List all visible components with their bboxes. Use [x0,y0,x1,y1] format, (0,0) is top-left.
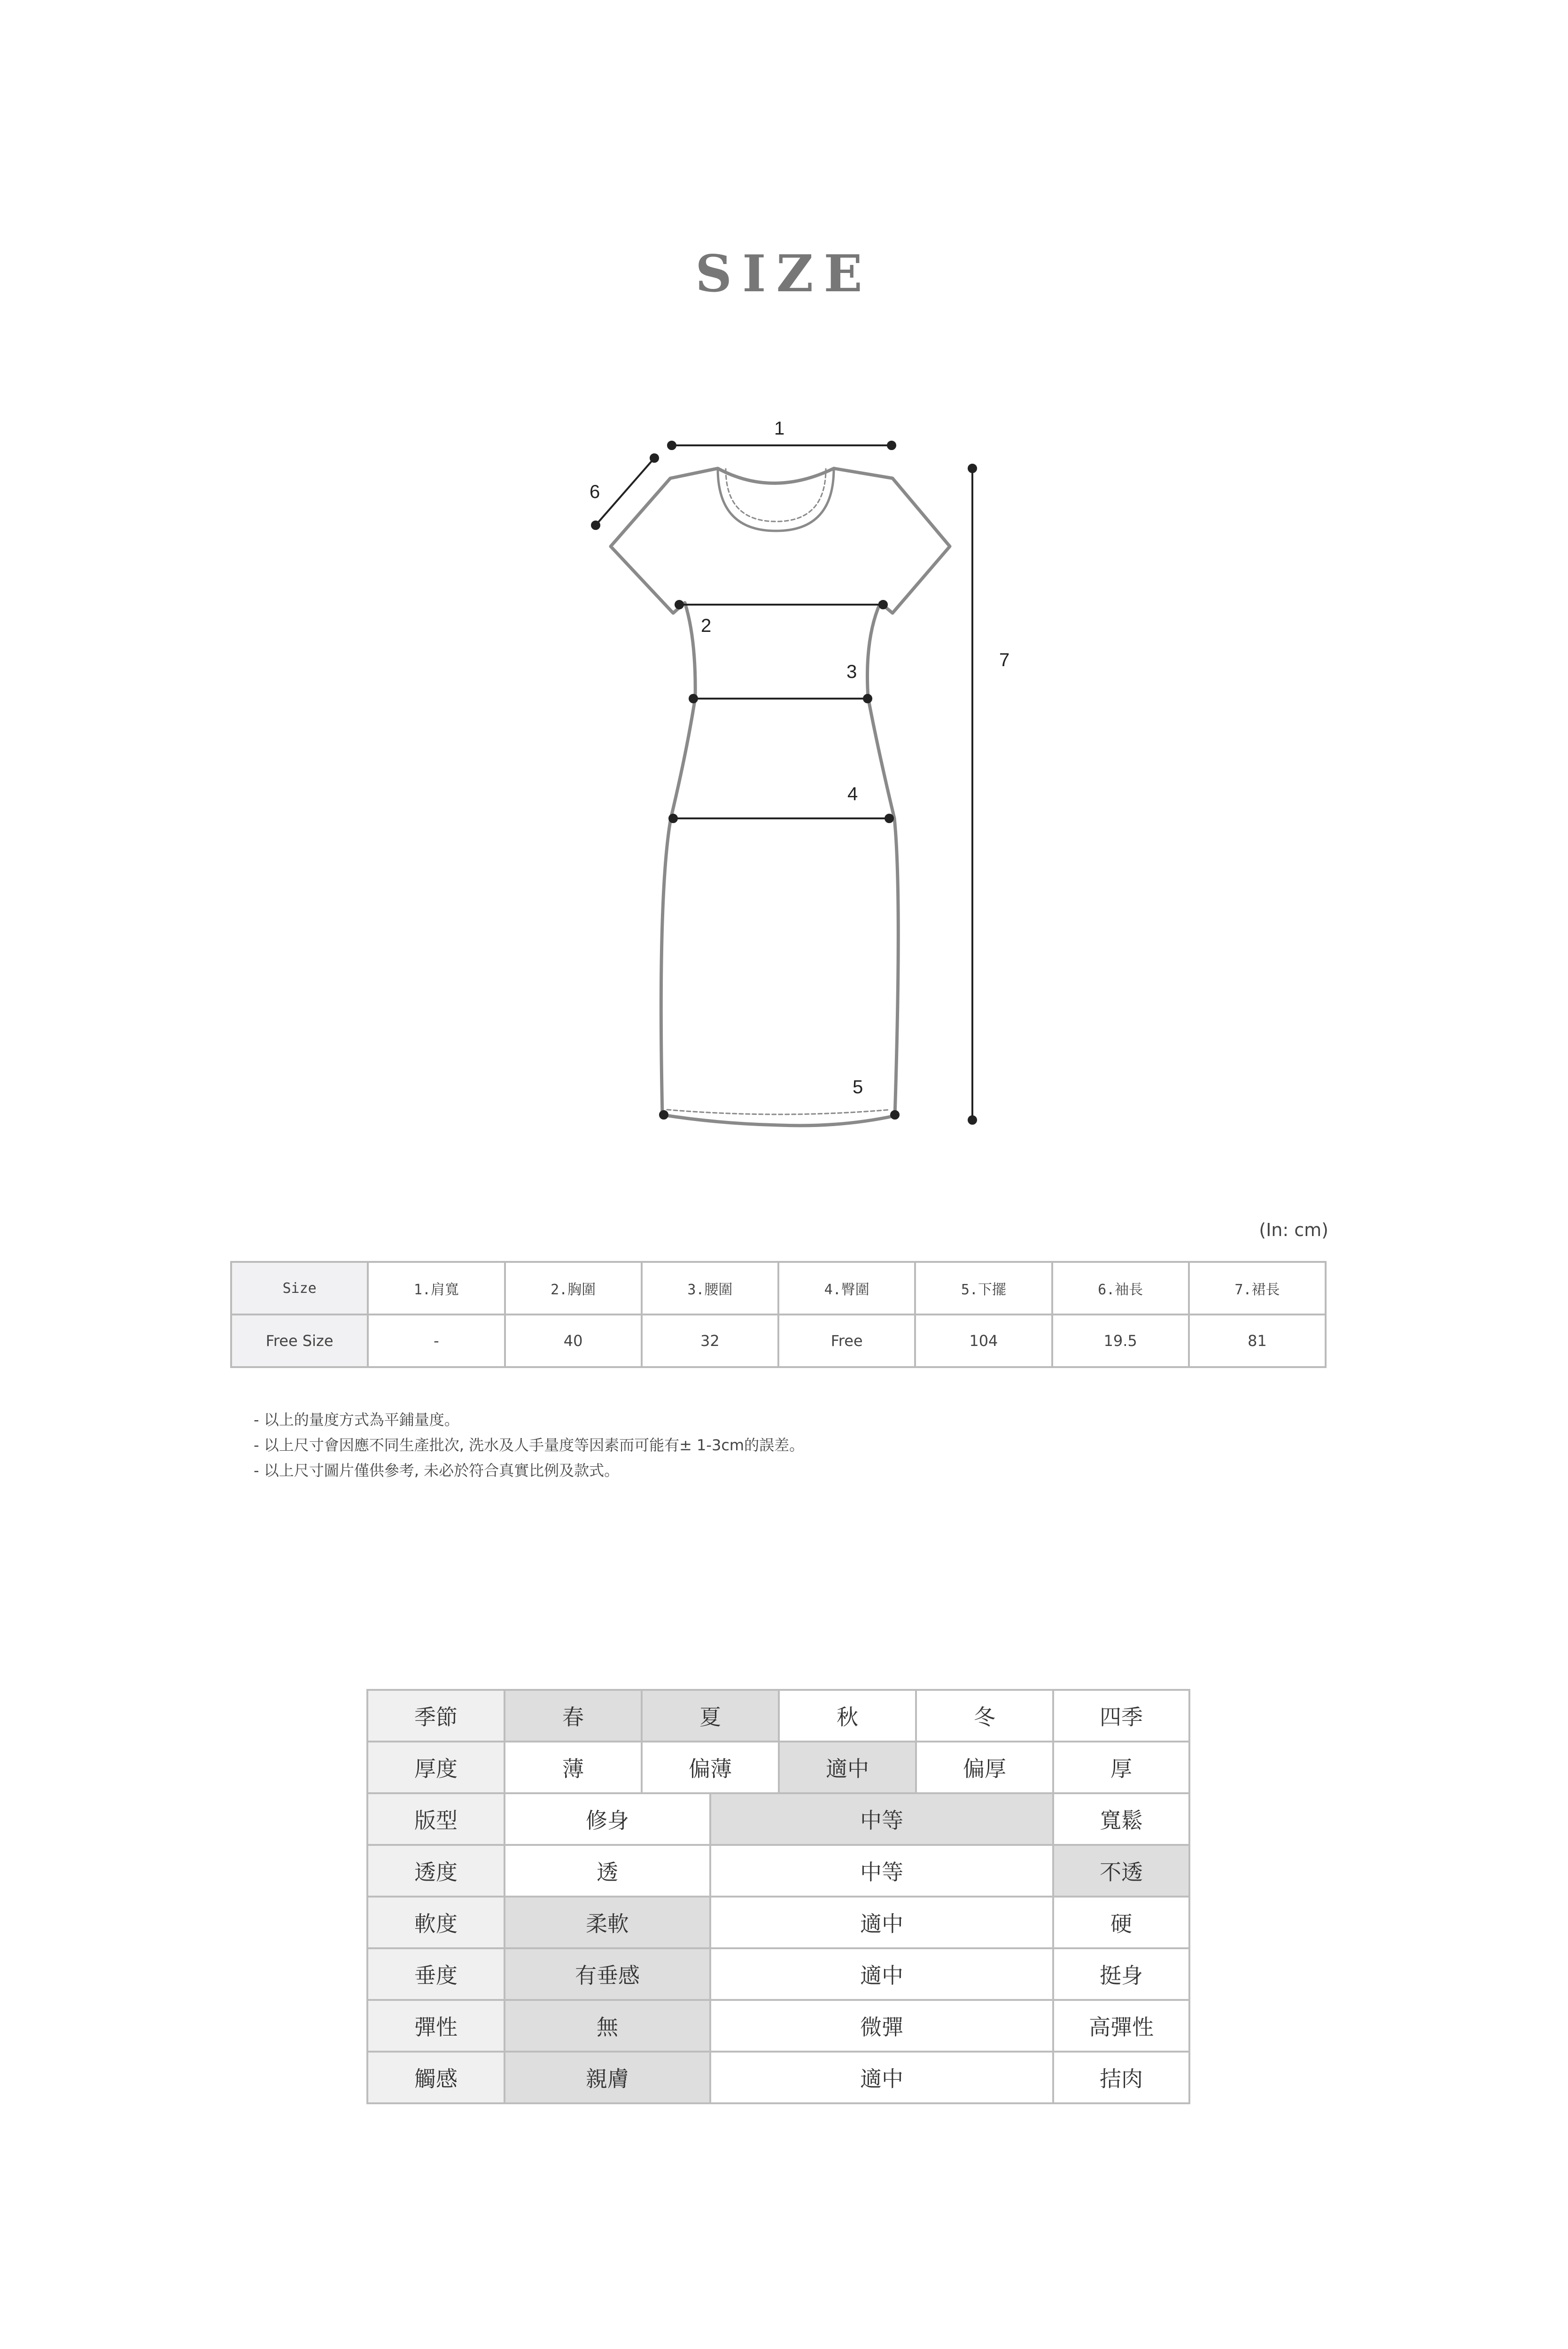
size-header-cell: 5.下擺 [915,1262,1052,1315]
row-label: 彈性 [367,2000,505,2052]
option-cell: 微彈 [710,2000,1053,2052]
option-cell: 硬 [1053,1897,1189,1948]
row-touch [367,2052,1189,2103]
size-table [230,1261,1327,1368]
option-cell: 中等 [710,1845,1053,1897]
size-cell: 19.5 [1052,1315,1189,1367]
dress-outline [611,468,950,1126]
size-header-cell: Size [231,1262,368,1315]
label-7: 7 [999,650,1010,670]
label-5: 5 [853,1077,863,1097]
size-header-row [231,1262,1326,1315]
option-cell: 偏厚 [916,1742,1053,1793]
row-label: 觸感 [367,2052,505,2103]
option-cell: 柔軟 [505,1897,710,1948]
row-label: 軟度 [367,1897,505,1948]
label-1: 1 [774,418,785,439]
option-cell: 無 [505,2000,710,2052]
row-label: 版型 [367,1793,505,1845]
label-3: 3 [846,661,857,682]
row-label: 厚度 [367,1742,505,1793]
option-cell: 夏 [642,1690,779,1742]
dress-measurement-diagram [0,0,1568,1174]
size-cell: 40 [505,1315,642,1367]
option-cell: 適中 [710,1948,1053,2000]
size-cell: 32 [642,1315,778,1367]
option-cell: 中等 [710,1793,1053,1845]
row-label: 透度 [367,1845,505,1897]
option-cell: 挺身 [1053,1948,1189,2000]
page-title: SIZE [695,244,873,303]
unit-note: (In: cm) [1259,1220,1328,1240]
option-cell: 厚 [1053,1742,1189,1793]
note-line: - 以上的量度方式為平鋪量度。 [254,1411,459,1429]
label-2: 2 [701,615,712,636]
size-header-cell: 2.胸圍 [505,1262,642,1315]
row-softness [367,1897,1189,1948]
note-line: - 以上尺寸會因應不同生產批次, 洗水及人手量度等因素而可能有± 1-3cm的誤差。 [254,1436,805,1454]
row-elasticity [367,2000,1189,2052]
option-cell: 寬鬆 [1053,1793,1189,1845]
size-cell: Free Size [231,1315,368,1367]
note-line: - 以上尺寸圖片僅供參考, 未必於符合真實比例及款式。 [254,1462,620,1479]
option-cell: 高彈性 [1053,2000,1189,2052]
row-label: 垂度 [367,1948,505,2000]
fabric-properties-table [366,1689,1190,2104]
option-cell: 適中 [710,2052,1053,2103]
row-sheerness [367,1845,1189,1897]
option-cell: 偏薄 [642,1742,779,1793]
option-cell: 修身 [505,1793,710,1845]
label-4: 4 [847,784,858,804]
size-cell: 104 [915,1315,1052,1367]
size-header-cell: 7.裙長 [1189,1262,1326,1315]
option-cell: 適中 [779,1742,916,1793]
size-cell: 81 [1189,1315,1326,1367]
row-season [367,1690,1189,1742]
option-cell: 透 [505,1845,710,1897]
option-cell: 四季 [1053,1690,1189,1742]
row-label: 季節 [367,1690,505,1742]
option-cell: 親膚 [505,2052,710,2103]
size-header-cell: 4.臀圍 [778,1262,915,1315]
size-header-cell: 1.肩寬 [368,1262,505,1315]
size-cell: Free [778,1315,915,1367]
option-cell: 不透 [1053,1845,1189,1897]
size-data-row [231,1315,1326,1367]
option-cell: 秋 [779,1690,916,1742]
measurement-notes [254,1407,804,1483]
option-cell: 冬 [916,1690,1053,1742]
option-cell: 薄 [505,1742,642,1793]
option-cell: 拮肉 [1053,2052,1189,2103]
row-drape [367,1948,1189,2000]
option-cell: 春 [505,1690,642,1742]
label-6: 6 [590,482,600,502]
size-header-cell: 6.袖長 [1052,1262,1189,1315]
size-header-cell: 3.腰圍 [642,1262,778,1315]
size-cell: - [368,1315,505,1367]
option-cell: 適中 [710,1897,1053,1948]
option-cell: 有垂感 [505,1948,710,2000]
row-fit [367,1793,1189,1845]
row-thickness [367,1742,1189,1793]
